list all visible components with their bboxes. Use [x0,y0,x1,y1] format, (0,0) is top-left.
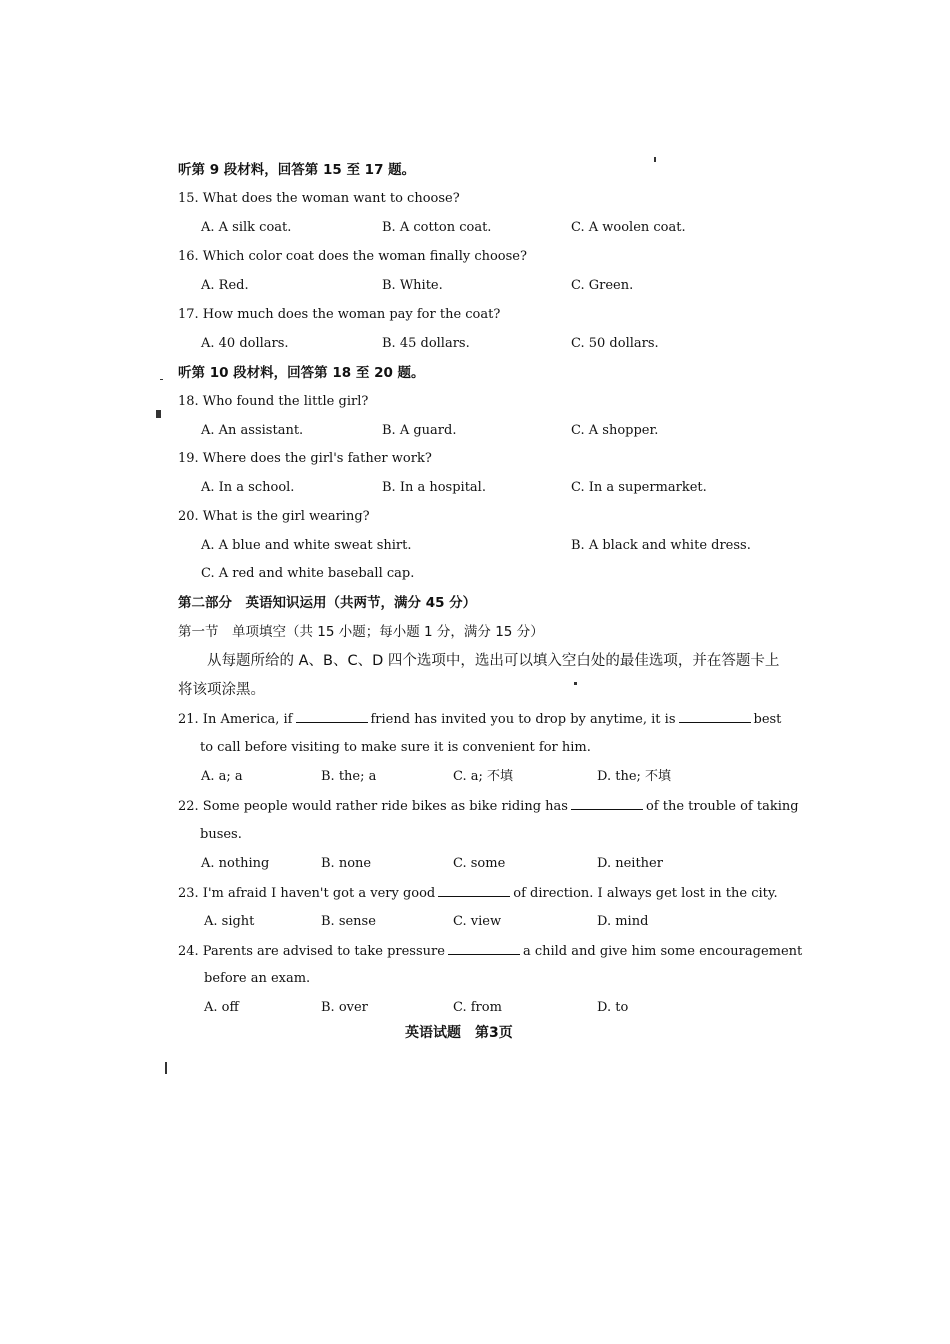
section-10-heading: 听第 10 段材料，回答第 18 至 20 题。 [178,365,425,381]
q19-stem: 19. Where does the girl's father work? [178,451,432,466]
q15-option-a: A. A silk coat. [201,220,292,235]
q21-blank-1 [296,710,368,723]
instructions-line-1: 从每题所给的 A、B、C、D 四个选项中，选出可以填入空白处的最佳选项，并在答题卡上 [207,653,780,669]
q23-option-b: B. sense [321,914,376,929]
q19-option-b: B. In a hospital. [382,480,486,495]
q24-stem-part-2: a child and give him some encouragement [522,944,803,959]
q22-stem-part-1: 22. Some people would rather ride bikes as bike riding has [178,799,568,814]
q16-option-a: A. Red. [201,278,249,293]
q21-option-d: D. the; 不填 [597,769,672,784]
q21-stem-part-1: 21. In America, if [178,712,293,727]
q22-option-b: B. none [321,856,372,871]
q16-option-b: B. White. [382,278,443,293]
scan-speck [165,1062,167,1074]
q24-stem [178,942,802,961]
scan-speck [654,157,656,162]
q20-option-a: A. A blue and white sweat shirt. [201,538,412,553]
q24-stem-line-2: before an exam. [204,971,311,986]
q22-stem-part-2: of the trouble of taking [645,799,799,814]
q23-stem [178,884,778,903]
q23-stem-part-2: of direction. I always get lost in the city. [513,886,778,901]
q24-option-c: C. from [453,1000,502,1015]
q15-option-c: C. A woolen coat. [571,220,686,235]
q15-stem: 15. What does the woman want to choose? [178,191,460,206]
part-2-heading: 第二部分 英语知识运用（共两节，满分 45 分） [178,595,477,611]
q23-option-c: C. view [453,914,502,929]
q17-option-b: B. 45 dollars. [382,336,470,351]
q22-blank [571,797,643,810]
section-9-heading: 听第 9 段材料，回答第 15 至 17 题。 [178,162,416,178]
q23-option-d: D. mind [597,914,649,929]
q20-option-b: B. A black and white dress. [571,538,751,553]
q20-option-c: C. A red and white baseball cap. [201,566,415,581]
q22-stem [178,797,799,816]
q24-stem-part-1: 24. Parents are advised to take pressure [178,944,445,959]
q16-option-c: C. Green. [571,278,634,293]
q22-stem-line-2: buses. [200,827,242,842]
q23-blank [438,884,510,897]
q24-blank [448,942,520,955]
q23-stem-part-1: 23. I'm afraid I haven't got a very good [178,886,436,901]
q15-option-b: B. A cotton coat. [382,220,492,235]
q16-stem: 16. Which color coat does the woman finally choose? [178,249,527,264]
page-footer: 英语试题 第3页 [405,1025,513,1041]
q21-option-a: A. a; a [201,769,243,784]
q21-stem-line-2: to call before visiting to make sure it is convenient for him. [200,740,591,755]
q22-option-d: D. neither [597,856,663,871]
q17-stem: 17. How much does the woman pay for the coat? [178,307,501,322]
q19-option-a: A. In a school. [201,480,295,495]
q23-option-a: A. sight [204,914,255,929]
q17-option-c: C. 50 dollars. [571,336,659,351]
q24-option-b: B. over [321,1000,368,1015]
section-1-heading: 第一节 单项填空（共 15 小题；每小题 1 分，满分 15 分） [178,624,544,640]
q19-option-c: C. In a supermarket. [571,480,707,495]
scan-speck [160,379,163,380]
q17-option-a: A. 40 dollars. [201,336,289,351]
q21-blank-2 [679,710,751,723]
scan-speck [156,410,161,418]
q21-stem [178,710,781,729]
q18-stem: 18. Who found the little girl? [178,394,369,409]
q21-option-b: B. the; a [321,769,377,784]
instructions-line-2: 将该项涂黑。 [178,682,265,698]
q21-stem-part-2: friend has invited you to drop by anytime, it is [370,712,676,727]
q21-option-c: C. a; 不填 [453,769,514,784]
q22-option-a: A. nothing [201,856,270,871]
q18-option-b: B. A guard. [382,423,457,438]
q21-stem-part-3: best [753,712,782,727]
q20-stem: 20. What is the girl wearing? [178,509,370,524]
q22-option-c: C. some [453,856,506,871]
q18-option-a: A. An assistant. [201,423,304,438]
q24-option-d: D. to [597,1000,629,1015]
q24-option-a: A. off [204,1000,239,1015]
q18-option-c: C. A shopper. [571,423,659,438]
scan-speck [574,682,577,685]
